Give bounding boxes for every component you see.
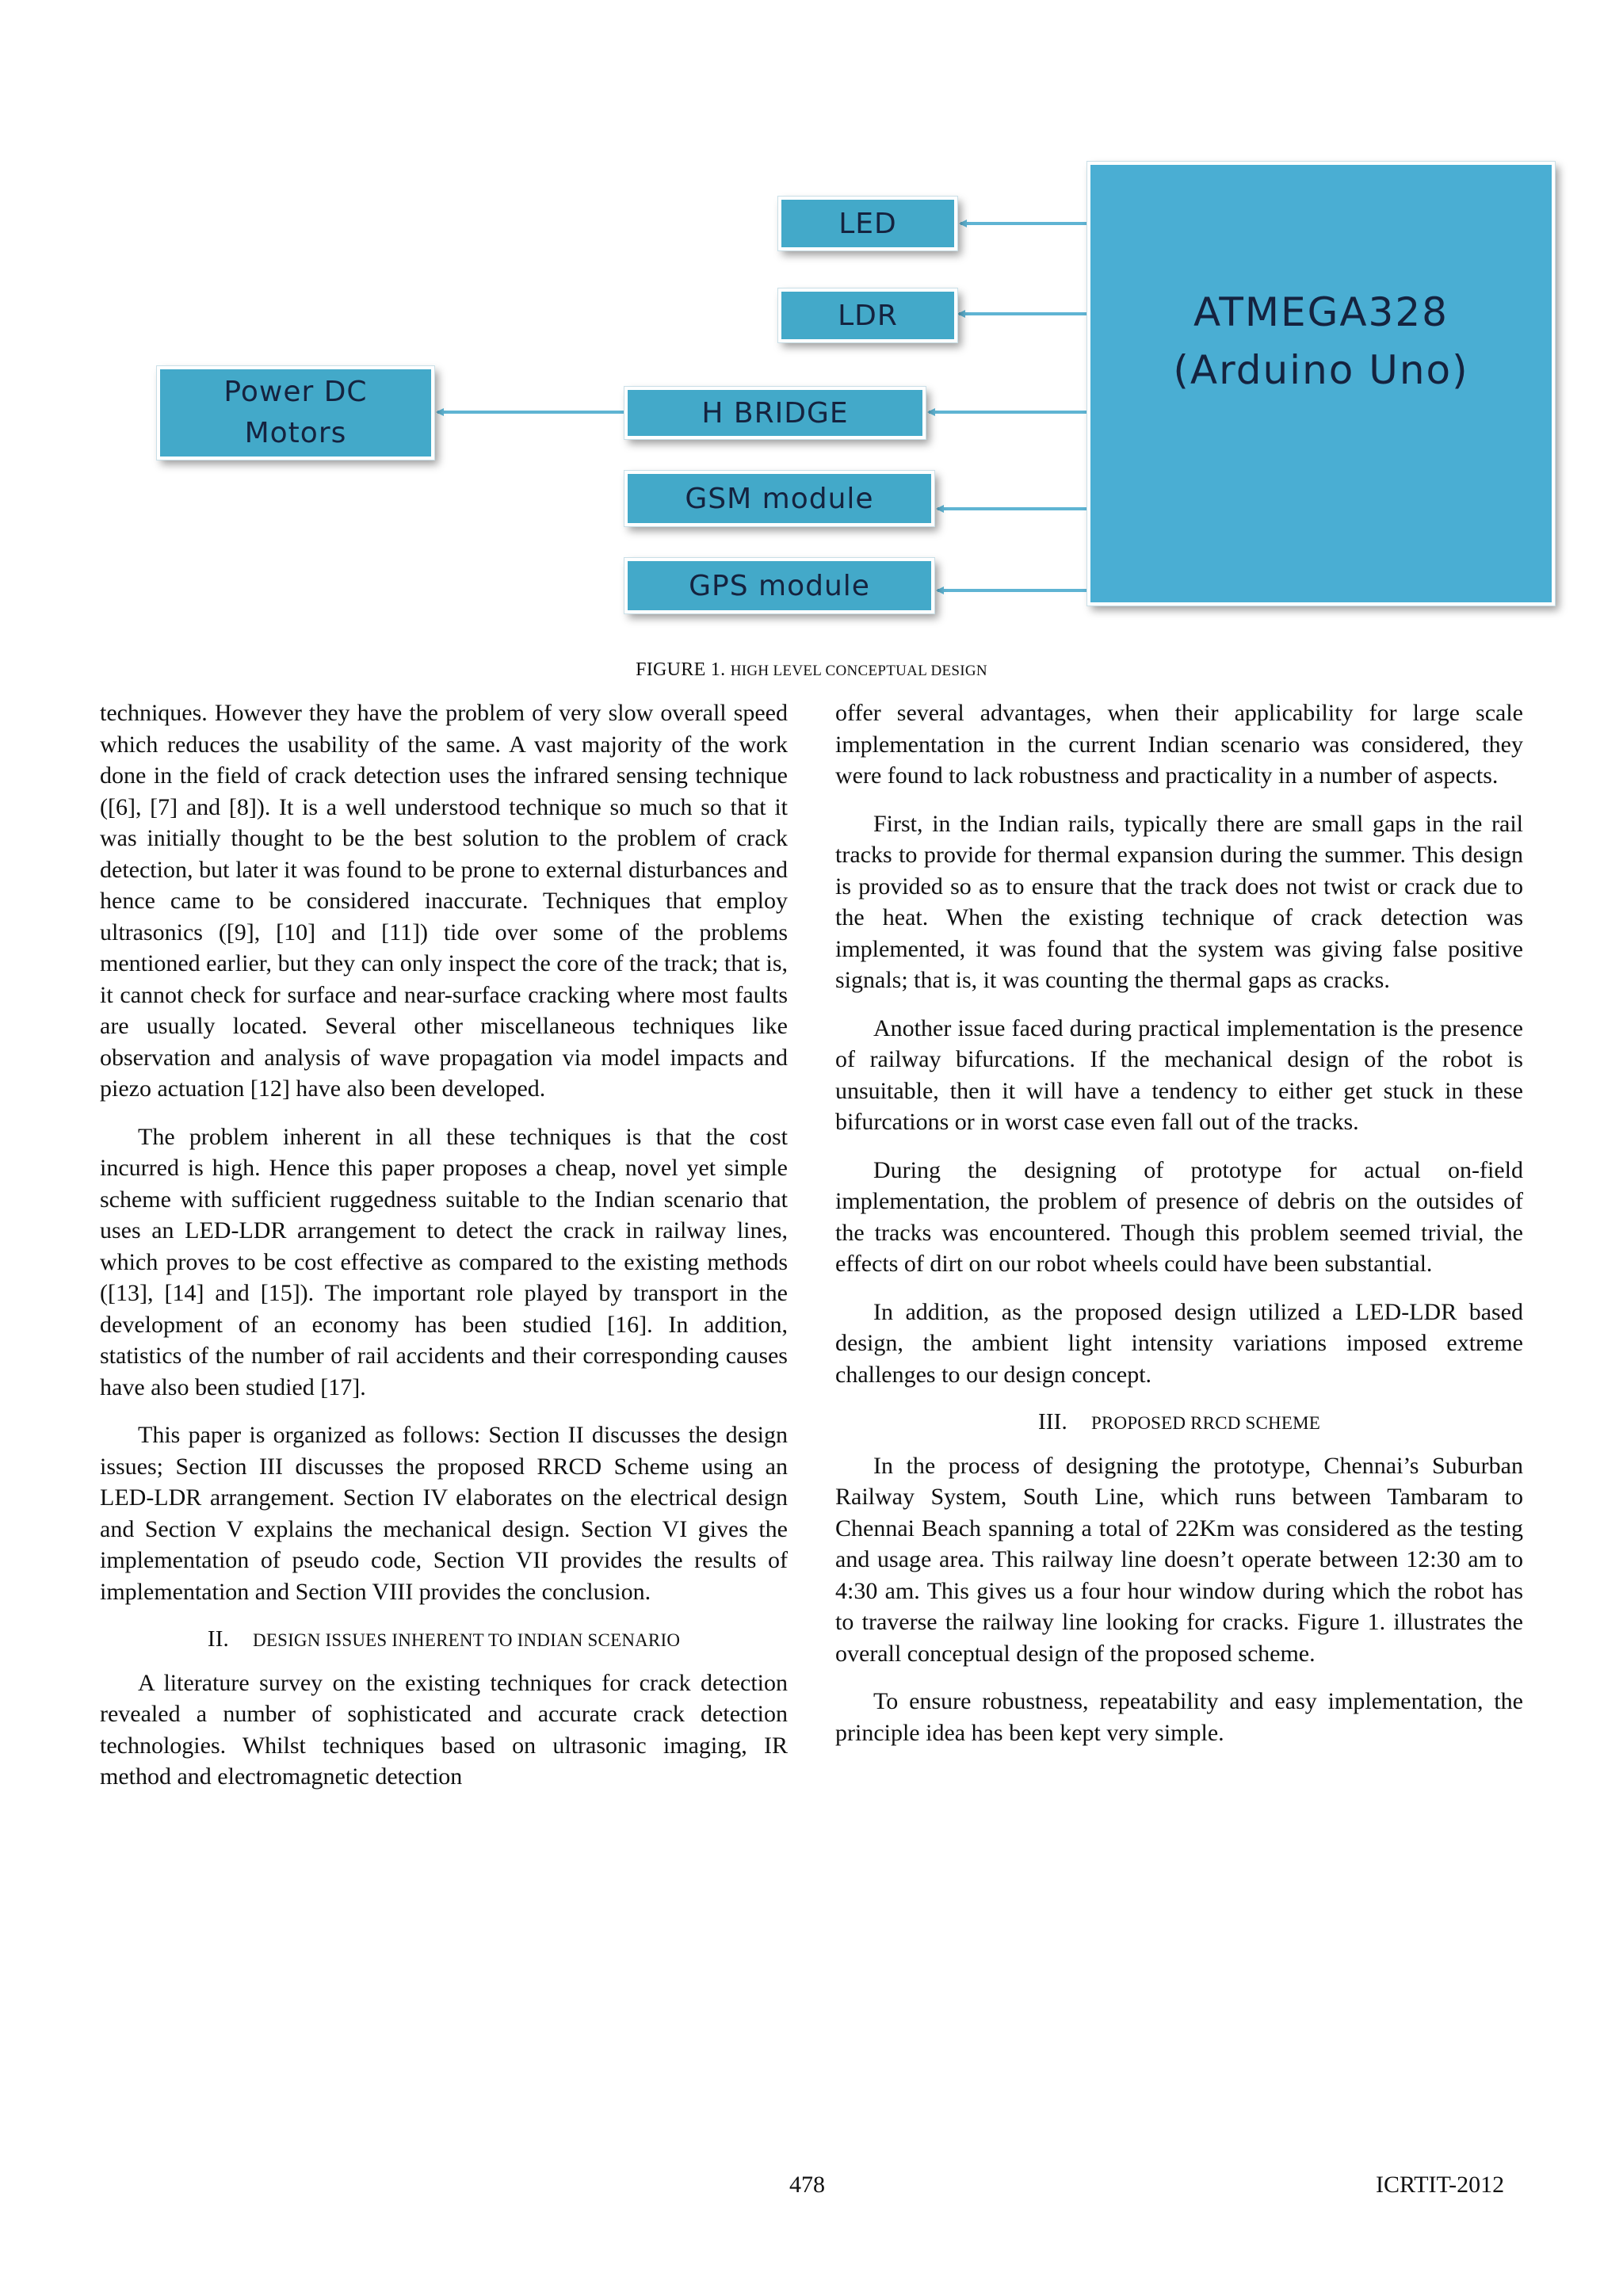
paragraph: During the designing of prototype for actual on-field implementation, the problem of presence of debris on the outsides of the tracks was encountered. Though this problem seemed trivial, the effects of dirt on our robot wheels could have been substantial. <box>835 1156 1523 1277</box>
microcontroller-label: ATMEGA328 (Arduino Uno) <box>1173 289 1469 393</box>
section-number: II. <box>207 1626 230 1652</box>
gps-module-label: GPS module <box>689 569 870 602</box>
paragraph: The problem inherent in all these techniques is that the cost incurred is high. Hence this paper proposes a cheap, novel yet simple scheme with sufficient ruggedness suitable to the Indian scenario that uses an LED-LDR arrangement to detect the crack in railway lines, which proves to be cost effective as compared to the existing methods ([13], [14] and [15]). The important role played by transport in the development of an economy has been studied [16]. In addition, statistics of the number of rail accidents and their corresponding causes have also been studied [17]. <box>100 1123 788 1400</box>
figure-caption <box>0 659 1623 681</box>
section-title: PROPOSED RRCD SCHEME <box>1091 1413 1321 1433</box>
paragraph: To ensure robustness, repeatability and easy implementation, the principle idea has been kept very simple. <box>835 1688 1523 1746</box>
h-bridge-block <box>624 387 926 439</box>
paragraph: A literature survey on the existing techniques for crack detection revealed a number of sophisticated and accurate crack detection technologies. Whilst techniques based on ultrasonic imaging, IR method and electromagnetic detection <box>100 1669 788 1790</box>
h-bridge-label: H BRIDGE <box>701 396 849 430</box>
page-number: 478 <box>789 2172 825 2198</box>
gsm-module-block <box>624 471 934 526</box>
paragraph: offer several advantages, when their applicability for large scale implementation in the current Indian scenario was considered, they were found to lack robustness and practicality in a number of aspects. <box>835 700 1523 789</box>
paragraph: In the process of designing the prototype, Chennai’s Suburban Railway System, South Line, which runs between Tambaram to Chennai Beach spanning a total of 22Km was considered as the testing and usage area. This railway line doesn’t operate between 12:30 am to 4:30 am. This gives us a four hour window during which the robot has to traverse the railway line looking for cracks. Figure 1. illustrates the overall conceptual design of the proposed scheme. <box>835 1452 1523 1667</box>
right-column <box>835 697 1523 1765</box>
led-label: LED <box>838 207 897 240</box>
paragraph: This paper is organized as follows: Section II discusses the design issues; Section III discusses the proposed RRCD Scheme using an LED-LDR arrangement. Section IV elaborates on the electrical design and Section V explains the mechanical design. Section VI gives the implementation of pseudo code, Section VII provides the results of implementation and Section VIII provides the conclusion. <box>100 1422 788 1605</box>
section-heading-iii <box>835 1407 1523 1439</box>
ldr-label: LDR <box>838 299 898 332</box>
microcontroller-block <box>1087 162 1555 606</box>
section-heading-ii <box>100 1624 788 1656</box>
conference-label: ICRTIT-2012 <box>1376 2172 1505 2198</box>
power-dc-motors-label: Power DC Motors <box>223 375 368 449</box>
paragraph: In addition, as the proposed design utilized a LED-LDR based design, the ambient light intensity variations imposed extreme challenges to our design concept. <box>835 1298 1523 1388</box>
led-block <box>778 197 957 250</box>
figure-caption-text: HIGH LEVEL CONCEPTUAL DESIGN <box>730 663 987 679</box>
paragraph: Another issue faced during practical implementation is the presence of railway bifurcations. If the mechanical design of the robot is unsuitable, then it will have a tendency to either get stuck in these bifurcations or in worst case even fall out of the tracks. <box>835 1014 1523 1135</box>
gsm-module-label: GSM module <box>685 482 874 515</box>
figure-caption-label: FIGURE 1. <box>636 659 726 680</box>
paragraph: First, in the Indian rails, typically there are small gaps in the rail tracks to provide for thermal expansion during the summer. This design is provided so as to ensure that the track does not twist or crack due to the heat. When the existing technique of crack detection was implemented, it was found that the system was giving false positive signals; that is, it was counting the thermal gaps as cracks. <box>835 810 1523 993</box>
power-dc-motors-block <box>157 366 434 460</box>
section-title: DESIGN ISSUES INHERENT TO INDIAN SCENARIO <box>253 1630 681 1650</box>
gps-module-block <box>624 558 934 613</box>
paragraph: techniques. However they have the problem of very slow overall speed which reduces the usability of the same. A vast majority of the work done in the field of crack detection uses the infrared sensing technique ([6], [7] and [8]). It is a well understood technique so much so that it was initially thought to be the best solution to the problem of crack detection, but later it was found to be prone to external disturbances and hence came to be considered inaccurate. Techniques that employ ultrasonics ([9], [10] and [11]) tide over some of the problems mentioned earlier, but they can only inspect the core of the track; that is, it cannot check for surface and near-surface cracking where most faults are usually located. Several other miscellaneous techniques like observation and analysis of wave propagation via model impacts and piezo actuation [12] have also been developed. <box>100 700 788 1102</box>
section-number: III. <box>1037 1409 1067 1435</box>
ldr-block <box>778 288 957 342</box>
left-column <box>100 697 788 1809</box>
